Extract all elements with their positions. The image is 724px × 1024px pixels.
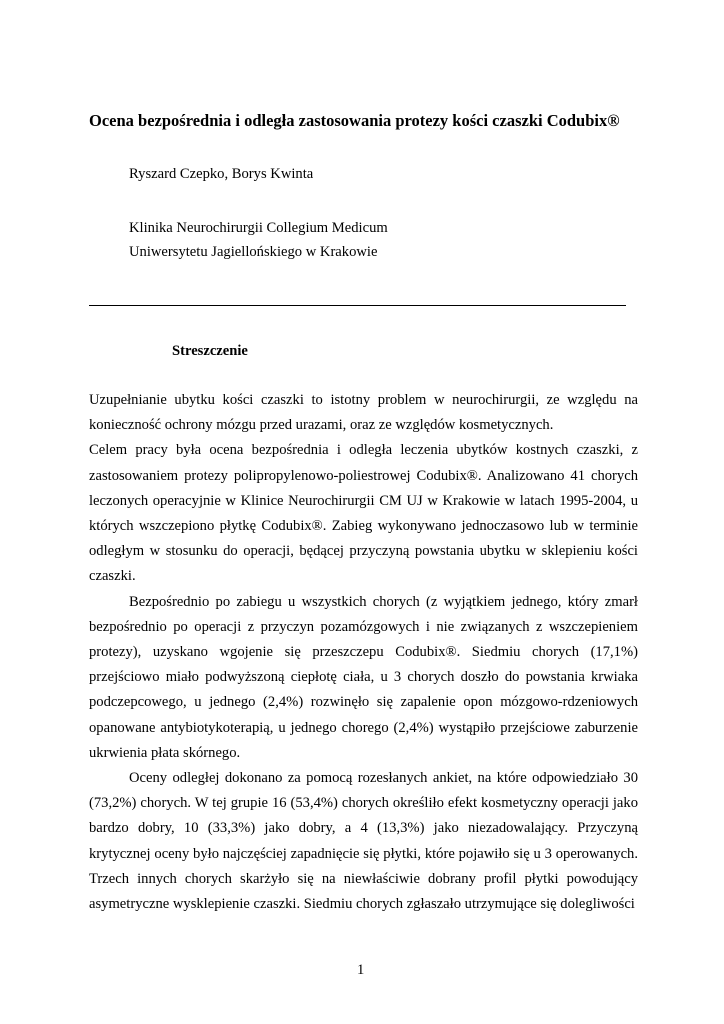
affiliation-line-1: Klinika Neurochirurgii Collegium Medicum bbox=[129, 220, 388, 236]
paper-title: Ocena bezpośrednia i odległa zastosowania protezy kości czaszki Codubix® bbox=[89, 111, 620, 130]
abstract-paragraph-1: Uzupełnianie ubytku kości czaszki to istotny problem w neurochirurgii, ze względu na konieczność ochrony mózgu przed urazami, oraz ze względów kosmetycznych. bbox=[89, 392, 638, 434]
authors: Ryszard Czepko, Borys Kwinta bbox=[129, 166, 314, 182]
abstract-paragraph-4: Oceny odległej dokonano za pomocą rozesłanych ankiet, na które odpowiedziało 30 (73,2%) chorych. W tej grupie 16 (53,4%) chorych określiło efekt kosmetyczny operacji jako bardzo dobry, 10 (33,3%) jako dobry, a 4 (13,3%) jako niezadowalający. Przyczyną krytycznej oceny było najczęściej zapadnięcie się płytki, które pojawiło się u 3 operowanych. Trzech innych chorych skarżyło się na niewłaściwie dobrany profil płytki powodujący asymetryczne wysklepienie czaszki. Siedmiu chorych zgłaszało utrzymujące się dolegliwości bbox=[89, 770, 638, 913]
page-number: 1 bbox=[357, 962, 365, 978]
abstract-paragraph-3: Bezpośrednio po zabiegu u wszystkich chorych (z wyjątkiem jednego, który zmarł bezpośrednio po operacji z przyczyn pozamózgowych i nie związanych z wszczepieniem protezy), uzyskano wgojenie się przeszczepu Codubix®. Siedmiu chorych (17,1%) przejściowo miało podwyższoną ciepłotę ciała, u 3 chorych doszło do powstania krwiaka podczepcowego, u jednego (2,4%) rozwinęło się zapalenie opon mózgowo-rdzeniowych opanowane antybiotykoterapią, u jednego chorego (2,4%) wystąpiło przejściowe zaburzenie ukrwienia płata skórnego. bbox=[89, 593, 638, 761]
section-heading-abstract: Streszczenie bbox=[172, 343, 248, 359]
affiliation bbox=[129, 216, 388, 264]
abstract-body bbox=[89, 388, 638, 917]
abstract-paragraph-2: Celem pracy była ocena bezpośrednia i odległa leczenia ubytków kostnych czaszki, z zastosowaniem protezy polipropylenowo-poliestrowej Codubix®. Analizowano 41 chorych leczonych operacyjnie w Klinice Neurochirurgii CM UJ w Krakowie w latach 1995-2004, u których wszczepiono płytkę Codubix®. Zabieg wykonywano jednoczasowo lub w terminie odległym w stosunku do operacji, będącej przyczyną powstania ubytku w sklepieniu kości czaszki. bbox=[89, 442, 638, 585]
horizontal-rule bbox=[89, 305, 626, 306]
affiliation-line-2: Uniwersytetu Jagiellońskiego w Krakowie bbox=[129, 244, 378, 260]
